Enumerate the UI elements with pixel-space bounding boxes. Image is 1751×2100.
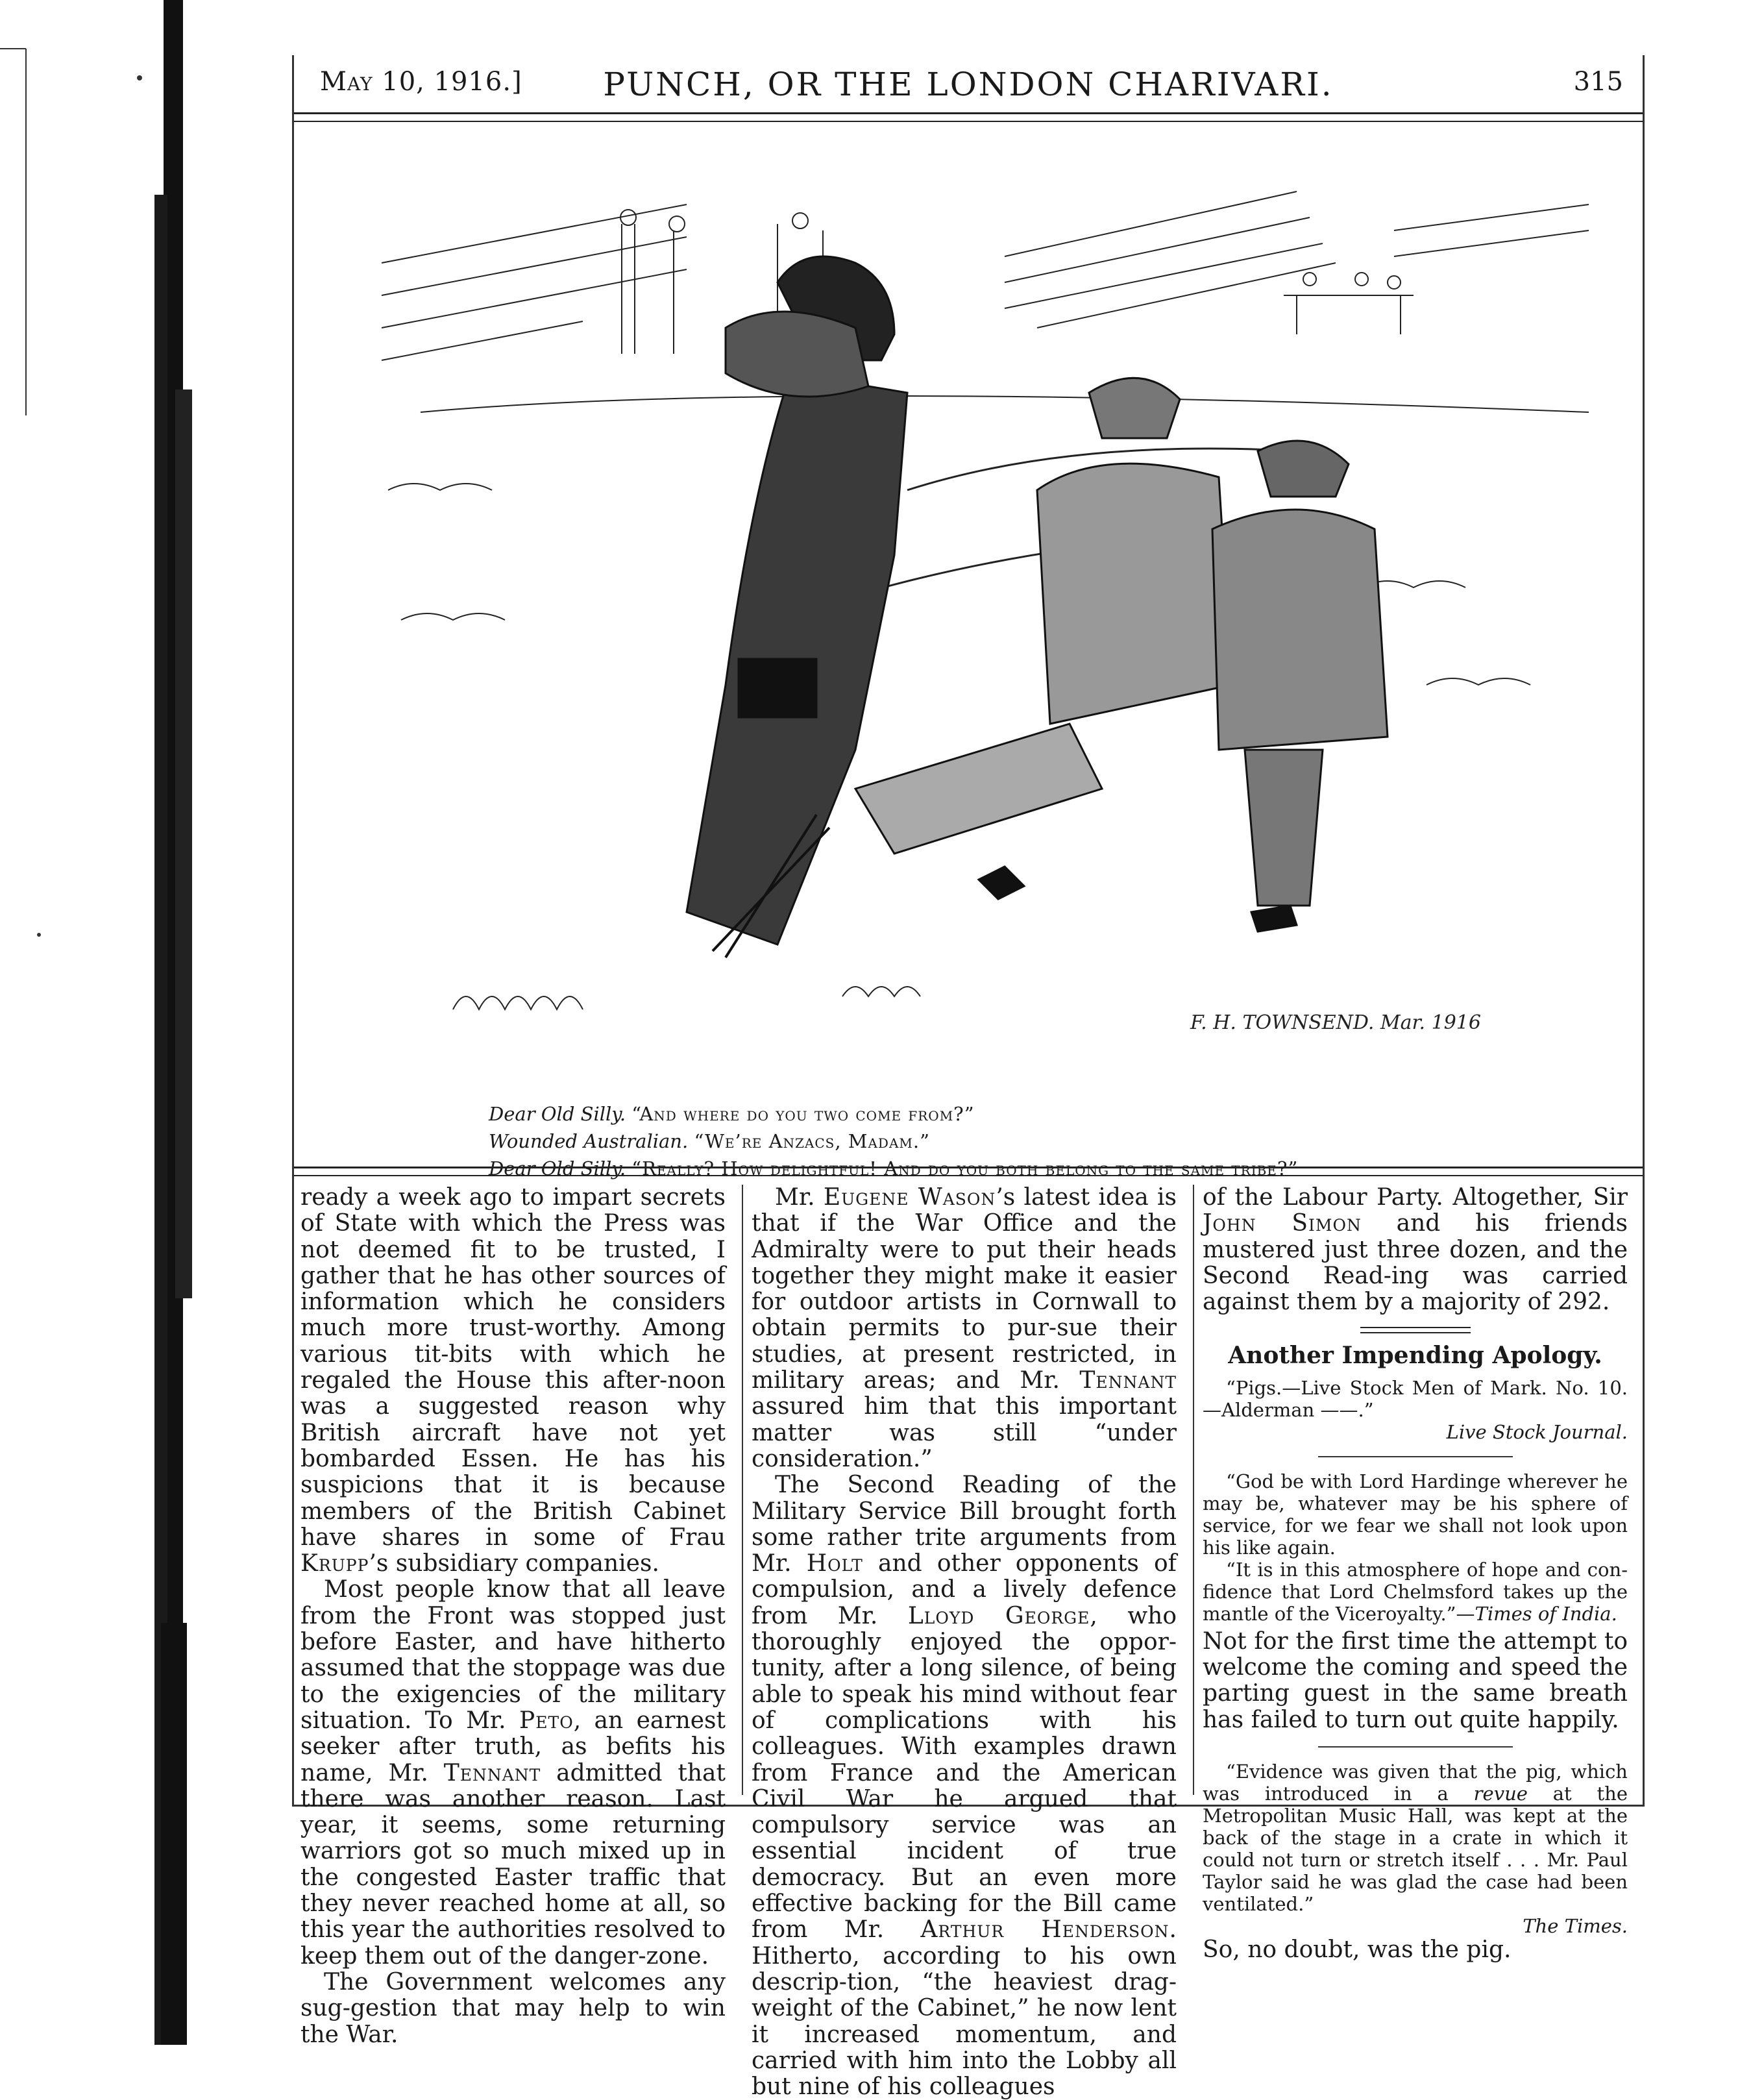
binding-edge bbox=[0, 0, 214, 2045]
cartoon-illustration bbox=[323, 166, 1615, 1094]
paragraph: The Government welcomes any sug-gestion that may help to win the War. bbox=[300, 1968, 726, 2048]
paragraph bbox=[752, 1472, 1177, 2100]
caption-speaker: Dear Old Silly. bbox=[489, 1103, 626, 1125]
page-number: 315 bbox=[1573, 67, 1623, 97]
caption-rule bbox=[294, 1167, 1643, 1176]
commentary: Not for the first time the attempt to welcome the coming and speed the parting guest in the same breath has failed to turn out quite happily. bbox=[1203, 1627, 1628, 1733]
text-column-3 bbox=[1203, 1185, 1628, 1963]
person-name: Krupp bbox=[300, 1550, 369, 1577]
text-column-2 bbox=[752, 1185, 1177, 2100]
caption-speech: “And where do you two come from?” bbox=[631, 1103, 975, 1125]
text-run: “It is in this atmosphere of hope and con-fidence that Lord Chelmsford takes up the mantle of the Viceroyalty.”— bbox=[1203, 1558, 1628, 1625]
section-heading: Another Impending Apology. bbox=[1228, 1342, 1602, 1370]
page-header bbox=[294, 55, 1643, 114]
text-run: “Evidence was given that the pig, which was introduced in a bbox=[1203, 1760, 1628, 1805]
caption-speech: “Really? How delightful! And do you both belong to the same tribe?” bbox=[631, 1157, 1299, 1180]
text-run: , an earnest seeker after truth, as befits his name, Mr. bbox=[300, 1707, 726, 1786]
text-run: , who thoroughly enjoyed the oppor-tunity, after a long silence, of being able to speak his mind without fear of complications with his colleagues. With examples drawn from France and the American Civil War he argued that compulsory service was an essential incident of true democracy. But an even more effective backing for the Bill came from Mr. bbox=[752, 1602, 1177, 1944]
text-run: ’s subsidiary companies. bbox=[369, 1550, 659, 1577]
text-run: admitted that there was another reason. Last year, it seems, some returning warriors got so much mixed up in the congested Easter traffic that they never reached home at all, so this year the authorities resolved to keep them out of the danger-zone. bbox=[300, 1759, 726, 1970]
paragraph bbox=[1203, 1185, 1628, 1315]
text-run: The Second Reading of the Military Service Bill brought forth some rather trite arguments from Mr. bbox=[752, 1472, 1177, 1577]
text-run: of the Labour Party. Altogether, Sir bbox=[1203, 1184, 1628, 1211]
person-name: John Simon bbox=[1203, 1210, 1362, 1237]
text-run: assured him that this important matter was still “under consideration.” bbox=[752, 1393, 1177, 1472]
text-run: and his friends mustered just three dozen, and the Second Read-ing was carried against them by a majority of 292. bbox=[1203, 1210, 1628, 1316]
person-name: Arthur Henderson bbox=[920, 1916, 1169, 1944]
divider-rule bbox=[1318, 1746, 1513, 1748]
person-name: Peto bbox=[519, 1707, 574, 1734]
text-run: Mr. bbox=[775, 1184, 815, 1211]
section-rule bbox=[1360, 1327, 1471, 1333]
text-run: Most people know that all leave from the Front was stopped just before Easter, and have hitherto assumed that the stoppage was due to the exigencies of the military situation. To Mr. bbox=[300, 1576, 726, 1734]
text-run: ready a week ago to impart secrets of State with which the Press was not deemed fit to be trusted, I gather that he has other sources of information which he considers much more trust-worthy. Among various tit-bits with which he regaled the House this after-noon was a suggested reason why British aircraft have not yet bombarded Essen. He has his suspicions that it is because members of the British Cabinet have shares in some of Frau bbox=[300, 1184, 726, 1551]
text-run: ’s latest idea is that if the War Office and the Admiralty were to put their heads together they might make it easier for outdoor artists in Cornwall to obtain permits to pur-sue their studies, at present restricted, in military areas; and Mr. bbox=[752, 1184, 1177, 1394]
quotation-source: The Times. bbox=[1523, 1914, 1628, 1937]
person-name: Tennant bbox=[443, 1759, 541, 1786]
caption-line bbox=[489, 1100, 1592, 1128]
commentary: So, no doubt, was the pig. bbox=[1203, 1936, 1512, 1963]
quotation: “Pigs.—Live Stock Men of Mark. No. 10.—Alderman ——.” bbox=[1203, 1376, 1628, 1421]
paragraph bbox=[300, 1185, 726, 1577]
quotation-source: Live Stock Journal. bbox=[1446, 1420, 1628, 1443]
quotation bbox=[1203, 1760, 1628, 1915]
issue-date: May 10, 1916.] bbox=[320, 67, 522, 97]
divider-rule bbox=[1318, 1456, 1513, 1457]
cartoon-signature: F. H. TOWNSEND. Mar. 1916 bbox=[1190, 1011, 1481, 1034]
caption-speaker: Wounded Australian. bbox=[489, 1130, 689, 1152]
paragraph bbox=[752, 1185, 1177, 1472]
paragraph bbox=[300, 1577, 726, 1969]
caption-speech: “We’re Anzacs, Madam.” bbox=[694, 1130, 930, 1152]
caption-speaker: Dear Old Silly. bbox=[489, 1157, 626, 1180]
header-rule bbox=[294, 112, 1643, 122]
magazine-page bbox=[292, 55, 1645, 2100]
text-run: at the Metropolitan Music Hall, was kept at the back of the stage in a crate in which it could not turn or stretch itself . . . Mr. Paul Taylor said he was glad the case had been ventilated.” bbox=[1203, 1782, 1628, 1915]
person-name: Holt bbox=[806, 1550, 863, 1577]
text-column-1 bbox=[300, 1185, 726, 2048]
text-run: . Hitherto, according to his own descrip-tion, “the heaviest drag-weight of the Cabinet,” he now lent it increased momentum, and carried with him into the Lobby all but nine of his colleagues bbox=[752, 1916, 1177, 2100]
quotation: “God be with Lord Hardinge wherever he may be, whatever may be his sphere of service, for we fear we shall not look upon his like again. bbox=[1203, 1470, 1628, 1559]
text-run: and other opponents of compulsion, and a lively defence from Mr. bbox=[752, 1550, 1177, 1629]
text-run: revue bbox=[1473, 1782, 1528, 1805]
person-name: Tennant bbox=[1079, 1367, 1177, 1394]
publication-title: PUNCH, OR THE LONDON CHARIVARI. bbox=[603, 66, 1334, 103]
quotation bbox=[1203, 1559, 1628, 1625]
column-divider bbox=[1193, 1185, 1194, 1795]
person-name: Lloyd George bbox=[907, 1602, 1090, 1629]
caption-line bbox=[489, 1128, 1592, 1155]
column-divider bbox=[742, 1185, 743, 1795]
person-name: Eugene Wason bbox=[823, 1184, 996, 1211]
quotation-source: Times of India. bbox=[1475, 1602, 1617, 1625]
